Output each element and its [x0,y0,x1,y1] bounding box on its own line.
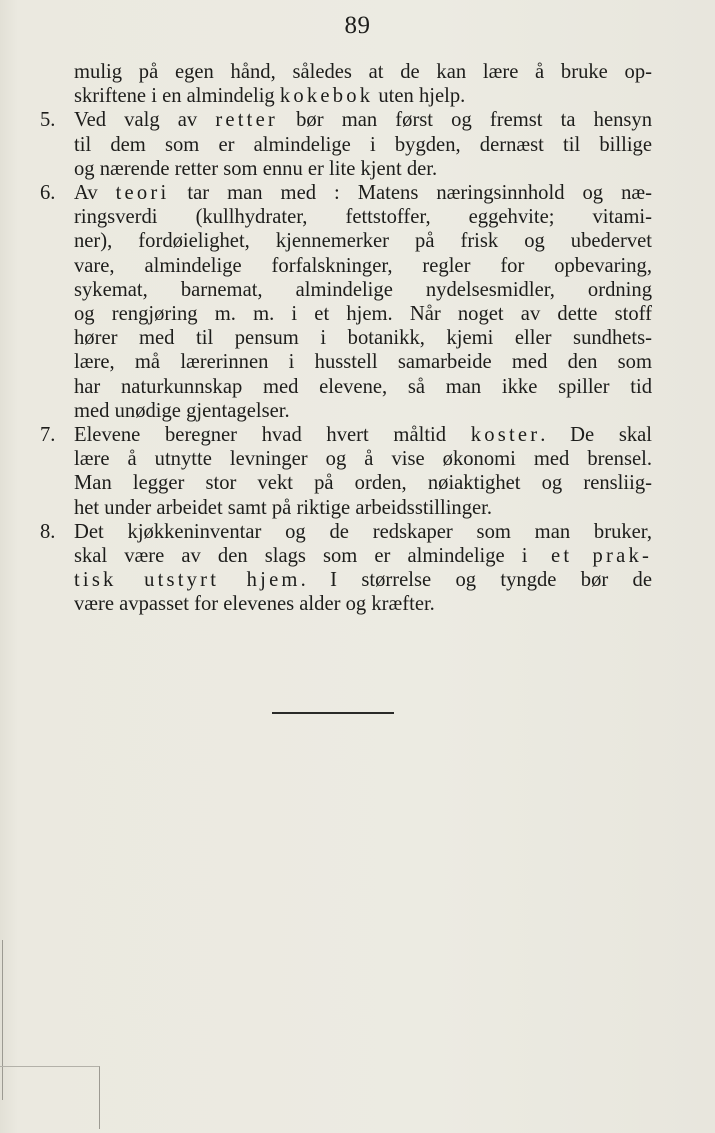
paragraph-5 [40,108,652,181]
paragraph-number: 5. [40,109,56,132]
text-segment: . De skal [540,424,652,447]
spaced-emphasis: teori [115,182,170,205]
text-segment: Elevene beregner hvad hvert måltid [74,424,471,447]
paragraph-6 [40,181,652,423]
text-line [74,60,652,84]
text-line [74,375,652,399]
text-segment: sykemat, barnemat, almindelige nydelsesmidler, ordning [74,278,652,301]
text-line [74,350,652,374]
text-line [74,108,652,132]
paragraph-continued [40,60,652,108]
text-segment: Det kjøkkeninventar og de redskaper som man bruker, [74,520,652,543]
text-segment: og rengjøring m. m. i et hjem. Når noget av dette stoff [74,303,652,326]
text-segment: og nærende retter som ennu er lite kjent der. [74,157,438,180]
text-line [74,278,652,302]
paragraph-number: 7. [40,424,56,447]
text-segment: uten hjelp. [373,85,466,108]
spaced-emphasis: kokebok [279,85,374,108]
text-line [74,181,652,205]
spaced-emphasis: i et prak- [521,545,652,568]
text-line [74,229,652,253]
text-line [74,84,652,108]
text-segment: het under arbeidet samt på riktige arbeidsstillinger. [74,496,493,519]
text-segment: vare, almindelige forfalskninger, regler for opbevaring, [74,254,652,277]
text-segment: lære å utnytte levninger og å vise økonomi med brensel. [74,448,652,471]
text-line [74,254,652,278]
text-segment: skal være av den slags som er almindelige [74,545,522,568]
text-segment: bør man først og fremst ta hensyn [277,109,652,132]
body-text [40,60,652,617]
paragraph-8 [40,520,652,617]
text-line [74,399,652,423]
text-segment: med unødige gjentagelser. [74,399,290,422]
corner-frame [0,1066,100,1129]
text-segment: ner), fordøielighet, kjennemerker på frisk og ubedervet [74,230,652,253]
text-segment: hører med til pensum i botanikk, kjemi eller sundhets- [74,327,652,350]
text-segment: ringsverdi (kullhydrater, fettstoffer, eggehvite; vitami- [74,206,652,229]
text-segment: Av [74,182,116,205]
text-line [74,447,652,471]
text-line [74,157,652,181]
text-segment: tar man med : Matens næringsinnhold og næ- [169,182,652,205]
spaced-emphasis: retter [215,109,278,132]
text-line [74,133,652,157]
text-segment: Ved valg av [74,109,216,132]
spaced-emphasis: tisk utstyrt hjem [74,569,301,592]
paragraph-number: 8. [40,520,56,543]
text-line [74,302,652,326]
text-segment: være avpasset for elevenes alder og kræfter. [74,593,435,616]
text-segment: mulig på egen hånd, således at de kan lære å bruke op- [74,61,652,83]
page-number: 89 [344,12,371,39]
text-line [74,592,652,616]
text-segment: skriftene i en almindelig [74,85,280,108]
text-segment: Man legger stor vekt på orden, nøiaktighet og rensliig- [74,472,652,495]
paragraph-number: 6. [40,182,56,205]
text-segment: til dem som er almindelige i bygden, dernæst til billige [74,133,652,156]
text-line [74,496,652,520]
text-segment: har naturkunnskap med elevene, så man ikke spiller tid [74,375,652,398]
text-segment: lære, må lærerinnen i husstell samarbeide med den som [74,351,652,374]
text-segment: . I størrelse og tyngde bør de [300,569,652,592]
text-line [74,326,652,350]
text-line [74,423,652,447]
paragraph-7 [40,423,652,520]
section-divider-rule [272,712,394,714]
text-line [74,568,652,592]
spaced-emphasis: koster [470,424,541,447]
text-line [74,544,652,568]
text-line [74,520,652,544]
text-line [74,205,652,229]
text-line [74,471,652,495]
